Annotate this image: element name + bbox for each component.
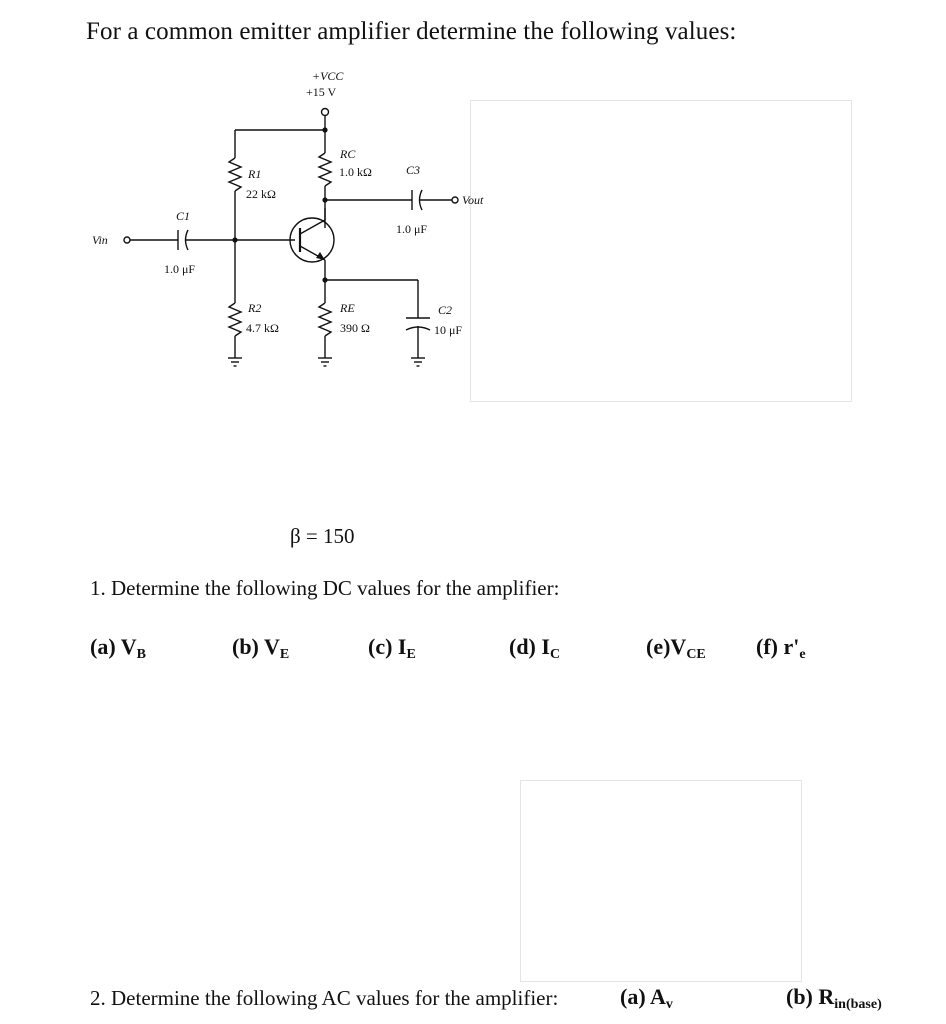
vout-label: Vout	[462, 193, 484, 207]
c1-name: C1	[176, 209, 191, 223]
junction-emitter	[322, 277, 327, 282]
question-1-text: 1. Determine the following DC values for the amplifier:	[90, 576, 560, 600]
dc-part-b: (b) $V_E$	[232, 634, 290, 662]
ground-symbol-r2	[228, 358, 242, 366]
vin-terminal	[124, 237, 130, 243]
ac-part-a: (a) $A_v$	[620, 984, 673, 1012]
c2-name: C2	[438, 303, 453, 317]
dc-part-f: (f) $r'_e$	[756, 634, 806, 662]
vcc-value: +15 V	[306, 85, 337, 99]
dc-part-e: $(e)V_{CE}$	[646, 634, 706, 662]
rc-resistor	[319, 153, 331, 186]
re-name: RE	[340, 301, 355, 315]
r2-resistor	[229, 303, 241, 336]
re-resistor	[319, 303, 331, 336]
ground-symbol-c2	[411, 358, 425, 366]
c1-value: 1.0 μF	[164, 262, 196, 276]
circuit-diagram	[90, 58, 510, 388]
dc-part-d: (d) $I_C$	[509, 634, 561, 662]
r2-value: 4.7 kΩ	[246, 321, 279, 335]
ac-part-b: (b) $R_{in(base)}$	[786, 984, 882, 1012]
vcc-terminal	[322, 109, 329, 116]
ground-symbol-re	[318, 358, 332, 366]
re-value: 390 Ω	[340, 321, 370, 335]
r1-value: 22 kΩ	[246, 187, 276, 201]
r1-resistor	[229, 158, 241, 191]
bleed-through-box-1	[470, 100, 852, 402]
page-title: For a common emitter amplifier determine the following values:	[86, 18, 737, 45]
vcc-label: +VCC	[312, 69, 344, 83]
c2-value: 10 μF	[434, 323, 463, 337]
beta-value: β = 150	[290, 524, 355, 548]
rc-name: RC	[340, 147, 356, 161]
bleed-through-box-2	[520, 780, 802, 982]
c3-name: C3	[406, 163, 421, 177]
dc-part-c: (c) $I_E$	[368, 634, 416, 662]
dc-part-a: (a) $V_B$	[90, 634, 146, 662]
junction-base	[232, 237, 237, 242]
vout-terminal	[452, 197, 458, 203]
transistor-body	[290, 218, 334, 262]
emitter-arrow	[316, 252, 325, 260]
junction-top	[322, 127, 327, 132]
r2-name: R2	[248, 301, 262, 315]
junction-collector	[322, 197, 327, 202]
vin-label: Vin	[92, 233, 108, 247]
question-2-text: 2. Determine the following AC values for the amplifier:	[90, 986, 559, 1010]
r1-name: R1	[248, 167, 262, 181]
rc-value: 1.0 kΩ	[339, 165, 372, 179]
c3-value: 1.0 μF	[396, 222, 428, 236]
